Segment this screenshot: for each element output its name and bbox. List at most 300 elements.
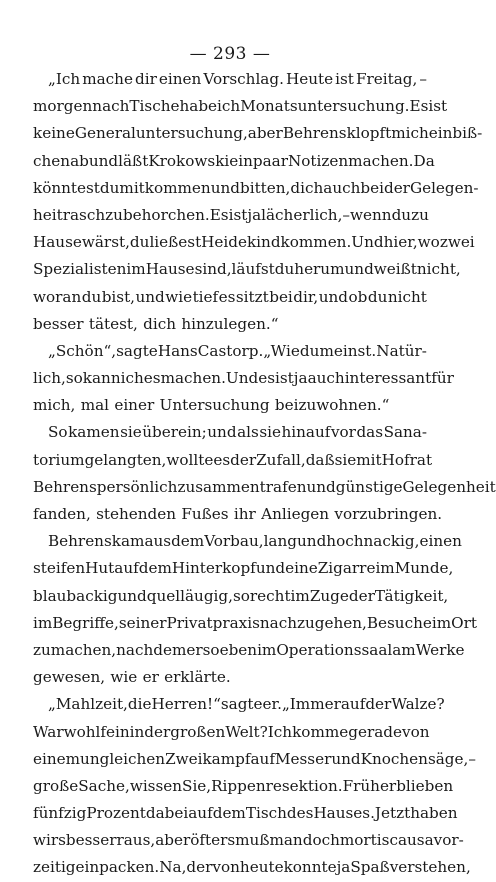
word: Und <box>225 369 259 388</box>
word: für <box>431 369 454 388</box>
word: von <box>401 722 430 741</box>
word: in <box>129 722 145 741</box>
word: Ich <box>267 722 293 741</box>
word: wo <box>417 233 440 252</box>
word: sie <box>259 423 281 442</box>
word: Herren!“ <box>151 695 221 714</box>
word: du <box>367 287 388 306</box>
text-line <box>33 120 483 147</box>
word: du <box>391 205 412 224</box>
text-line <box>33 392 427 419</box>
word: und <box>117 586 147 605</box>
word: das <box>356 423 384 442</box>
word: auch <box>323 178 361 197</box>
word: blieben <box>396 776 454 795</box>
word: und <box>344 260 374 279</box>
word: Sie, <box>182 776 212 795</box>
text-line <box>33 338 427 365</box>
word: – <box>468 749 476 768</box>
word: herum <box>294 260 345 279</box>
word: bei <box>360 178 384 197</box>
word: Natür- <box>376 341 427 360</box>
word: und <box>297 532 327 551</box>
word: ihr <box>233 505 256 523</box>
word: mache <box>82 70 133 88</box>
word: „Immer <box>281 695 341 714</box>
word: du <box>299 341 320 360</box>
word: aber <box>247 124 283 143</box>
text-line <box>33 284 427 311</box>
word: Es <box>209 205 229 224</box>
text-line <box>33 746 476 773</box>
word: sie <box>120 423 142 442</box>
word: biß- <box>452 124 483 143</box>
word: lich, <box>33 369 66 388</box>
word: der <box>186 858 213 877</box>
word: Heidekind <box>201 233 281 252</box>
word: wenn <box>350 205 392 224</box>
word: verstehen, <box>389 858 471 877</box>
word: Vorbau, <box>204 532 264 551</box>
word: Operationssaal <box>276 640 393 659</box>
word: Werke <box>415 640 465 659</box>
word: recht <box>249 586 291 605</box>
word: Hans <box>157 341 198 360</box>
word: Und <box>351 233 384 252</box>
word: konnte <box>283 858 337 877</box>
word: auf <box>250 749 275 768</box>
word: einpacken. <box>75 858 160 877</box>
word: stehenden <box>96 505 177 523</box>
text-line <box>33 555 454 582</box>
word: so <box>65 369 83 388</box>
word: dem <box>171 532 205 551</box>
word: sie <box>334 450 357 469</box>
word: Gelegenheit <box>402 477 496 496</box>
word: und <box>135 287 165 306</box>
word: sagte <box>116 341 158 360</box>
word: dem <box>138 559 172 578</box>
word: „Ich <box>48 70 81 88</box>
word: muß <box>235 831 270 850</box>
word: Behrens <box>33 477 97 496</box>
word: ein <box>229 151 253 170</box>
word: haben <box>410 804 458 823</box>
text-line <box>33 447 433 474</box>
word: doch <box>302 831 340 850</box>
word: du <box>99 178 120 197</box>
word: dir <box>135 70 157 88</box>
word: paar <box>252 151 288 170</box>
word: morgen <box>33 97 93 116</box>
text-line <box>33 202 427 229</box>
word: günstige <box>335 477 403 496</box>
word: und <box>318 287 349 306</box>
word: von <box>212 858 240 877</box>
text-line <box>33 773 454 800</box>
word: „Schön“, <box>48 341 117 360</box>
word: weißt <box>373 260 417 279</box>
text-line <box>33 583 449 610</box>
word: erklärte. <box>164 668 231 687</box>
word: kann <box>82 369 121 388</box>
word: dich <box>143 314 177 333</box>
word: und <box>210 178 240 197</box>
word: soeben <box>202 640 258 659</box>
word: ließest <box>149 233 202 252</box>
word: Rippenresektion. <box>211 776 343 795</box>
word: Früher <box>342 776 397 795</box>
text-line <box>33 800 458 827</box>
word: aber <box>155 831 191 850</box>
word: Zuge <box>309 586 349 605</box>
word: ungleichen <box>80 749 166 768</box>
word: ist <box>228 205 248 224</box>
word: des <box>286 804 314 823</box>
text-line <box>33 175 479 202</box>
word: vorzubringen. <box>334 505 443 523</box>
word: ich <box>217 97 241 116</box>
word: Tätigkeit, <box>374 586 449 605</box>
word: hier, <box>383 233 418 252</box>
word: fein <box>100 722 130 741</box>
word: nach <box>92 97 130 116</box>
word: er <box>142 668 159 687</box>
word: der <box>365 695 392 714</box>
word: der <box>348 586 375 605</box>
word: Untersuchung <box>159 396 270 415</box>
word: wärst, <box>81 233 130 252</box>
word: nicht, <box>416 260 461 279</box>
word: mich <box>391 124 429 143</box>
text-line <box>33 610 477 637</box>
text-line <box>33 419 427 446</box>
word: steifen <box>33 559 86 578</box>
word: bist, <box>101 287 136 306</box>
word: Besuche <box>366 613 432 632</box>
word: Begriffe, <box>52 613 119 632</box>
word: Messer <box>274 749 332 768</box>
word: daß <box>305 450 335 469</box>
word: interessant <box>344 369 432 388</box>
word: öfters <box>190 831 236 850</box>
text-line <box>33 854 471 881</box>
word: mortis <box>339 831 390 850</box>
word: sind, <box>194 260 232 279</box>
word: auf <box>340 695 366 714</box>
word: zu <box>411 205 429 224</box>
word: du <box>81 287 102 306</box>
text-line <box>33 827 464 854</box>
word: Behrens <box>282 124 347 143</box>
word: einem <box>33 749 81 768</box>
word: es <box>258 369 276 388</box>
word: Fußes <box>181 505 229 523</box>
word: heit <box>33 205 63 224</box>
word: gerade <box>348 722 402 741</box>
word: gelangten, <box>84 450 167 469</box>
word: Vorschlag. <box>203 70 284 88</box>
word: so <box>232 586 250 605</box>
word: Freitag, <box>355 70 418 88</box>
text-line <box>33 691 445 718</box>
word: als <box>237 423 259 442</box>
word: Notizen <box>288 151 349 170</box>
word: und <box>88 151 119 170</box>
word: – <box>342 205 351 224</box>
text-line <box>33 719 430 746</box>
word: Anliegen <box>261 505 330 523</box>
word: Gelegen- <box>409 178 479 197</box>
word: Sana- <box>383 423 427 442</box>
word: Ort <box>451 613 477 632</box>
text-line <box>33 365 454 392</box>
word: chen <box>33 151 71 170</box>
word: mal <box>80 396 110 415</box>
word: einen <box>419 532 462 551</box>
word: quelläugig, <box>146 586 233 605</box>
page-number: — 293 — <box>189 44 271 64</box>
word: Tische <box>129 97 180 116</box>
word: – <box>419 70 427 88</box>
word: auf <box>188 804 213 823</box>
word: gewesen, <box>33 668 106 687</box>
word: Prozent <box>86 804 146 823</box>
word: ist <box>335 70 354 88</box>
word: die <box>127 695 152 714</box>
word: und <box>306 477 336 496</box>
word: einer <box>114 396 155 415</box>
word: auch <box>307 369 345 388</box>
word: zu <box>33 640 51 659</box>
word: läufst <box>231 260 275 279</box>
word: Generaluntersuchung, <box>74 124 248 143</box>
word: Es <box>409 97 429 116</box>
word: machen. <box>348 151 414 170</box>
word: auf <box>114 559 139 578</box>
word: und <box>331 749 361 768</box>
word: mitkommen <box>119 178 211 197</box>
word: du <box>129 233 150 252</box>
word: du <box>274 260 295 279</box>
word: Hofrat <box>381 450 433 469</box>
word: wollte <box>166 450 214 469</box>
text-line <box>33 311 427 338</box>
word: ich <box>120 369 144 388</box>
word: Sache, <box>78 776 130 795</box>
word: Castorp. <box>197 341 264 360</box>
word: hinauf <box>281 423 331 442</box>
word: im <box>290 586 310 605</box>
word: er. <box>262 695 282 714</box>
word: Spaß <box>350 858 390 877</box>
word: Munde, <box>394 559 454 578</box>
word: zwei <box>439 233 475 252</box>
word: dabei <box>145 804 189 823</box>
word: wohl <box>63 722 101 741</box>
word: tief <box>192 287 219 306</box>
word: bitten, <box>240 178 291 197</box>
text-line <box>33 637 465 664</box>
word: lang <box>263 532 297 551</box>
word: wie <box>110 668 138 687</box>
word: einen <box>158 70 202 88</box>
word: und <box>255 559 286 578</box>
word: Jetzt <box>374 804 411 823</box>
word: fanden, <box>33 505 91 523</box>
word: Zufall, <box>256 450 306 469</box>
word: causa <box>389 831 434 850</box>
word: persönlich <box>96 477 178 496</box>
word: es <box>143 369 161 388</box>
word: rasch <box>62 205 106 224</box>
word: zu <box>105 205 123 224</box>
word: So <box>48 423 68 442</box>
word: Welt? <box>225 722 268 741</box>
text-line <box>33 528 462 555</box>
word: er <box>186 640 203 659</box>
word: nicht <box>387 287 427 306</box>
word: War <box>33 722 64 741</box>
word: behorchen. <box>122 205 210 224</box>
word: ein <box>428 124 453 143</box>
word: der <box>230 450 257 469</box>
word: Hauses. <box>313 804 375 823</box>
word: Privatpraxis <box>166 613 260 632</box>
word: der <box>144 722 171 741</box>
word: im <box>33 613 53 632</box>
word: wirs <box>33 831 66 850</box>
word: dich <box>290 178 324 197</box>
word: beizuwohnen.“ <box>274 396 390 415</box>
word: besser <box>33 314 84 333</box>
word: aus <box>144 532 172 551</box>
word: ist <box>275 369 294 388</box>
text-line <box>33 256 461 283</box>
word: ja <box>247 205 262 224</box>
word: es <box>218 287 236 306</box>
text-line <box>33 474 496 501</box>
word: tätest, <box>88 314 138 333</box>
word: dem <box>212 804 246 823</box>
word: läßt <box>118 151 149 170</box>
word: großen <box>170 722 226 741</box>
word: bei <box>269 287 293 306</box>
word: kam <box>111 532 145 551</box>
word: eine <box>285 559 318 578</box>
word: hochnackig, <box>326 532 420 551</box>
word: große <box>33 776 79 795</box>
body-text <box>33 66 496 882</box>
word: es <box>213 450 231 469</box>
word: zeitig <box>33 858 76 877</box>
word: Zweikampf <box>165 749 251 768</box>
word: vor- <box>433 831 464 850</box>
word: ja <box>293 369 308 388</box>
word: Da <box>413 151 435 170</box>
word: überein; <box>142 423 207 442</box>
word: Spezialisten <box>33 260 127 279</box>
word: Krokowski <box>148 151 230 170</box>
word: sagte <box>220 695 263 714</box>
word: heute <box>239 858 284 877</box>
word: man <box>269 831 303 850</box>
word: Hinterkopf <box>171 559 256 578</box>
word: nachdem <box>116 640 187 659</box>
word: im <box>375 559 395 578</box>
word: Monatsuntersuchung. <box>240 97 410 116</box>
word: mit <box>356 450 382 469</box>
word: Hause <box>145 260 195 279</box>
word: machen. <box>160 369 226 388</box>
word: zusammentrafen <box>177 477 307 496</box>
word: Hut <box>85 559 115 578</box>
word: klopft <box>346 124 392 143</box>
word: Knochensäge, <box>360 749 469 768</box>
word: mich, <box>33 396 76 415</box>
word: und <box>207 423 237 442</box>
text-line <box>33 229 475 256</box>
word: Na, <box>159 858 187 877</box>
word: meinst. <box>319 341 377 360</box>
word: im <box>126 260 146 279</box>
word: dir, <box>293 287 319 306</box>
word: wissen <box>129 776 183 795</box>
word: kamen <box>68 423 120 442</box>
word: ist <box>428 97 448 116</box>
word: ab <box>70 151 89 170</box>
word: sitzt <box>235 287 269 306</box>
word: ja <box>336 858 351 877</box>
word: fünfzig <box>33 804 87 823</box>
word: wie <box>165 287 193 306</box>
word: keine <box>33 124 75 143</box>
word: komme <box>292 722 349 741</box>
text-line <box>33 664 427 691</box>
text-line <box>33 148 435 175</box>
word: seiner <box>118 613 167 632</box>
word: besser <box>65 831 117 850</box>
word: torium <box>33 450 85 469</box>
word: im <box>431 613 452 632</box>
word: Zigarre <box>317 559 376 578</box>
word: ob <box>348 287 368 306</box>
word: kommen. <box>280 233 352 252</box>
text-line <box>33 501 443 528</box>
word: lächerlich, <box>261 205 343 224</box>
word: Tisch <box>245 804 287 823</box>
word: Heute <box>285 70 334 88</box>
word: woran <box>33 287 82 306</box>
word: im <box>257 640 277 659</box>
word: könntest <box>33 178 100 197</box>
word: vor <box>330 423 356 442</box>
word: „Mahlzeit, <box>48 695 128 714</box>
word: hinzulegen.“ <box>181 314 279 333</box>
text-line <box>33 93 448 120</box>
word: machen, <box>50 640 117 659</box>
word: der <box>383 178 410 197</box>
word: am <box>392 640 416 659</box>
word: raus, <box>116 831 156 850</box>
word: habe <box>179 97 218 116</box>
word: Behrens <box>48 532 112 551</box>
word: Walze? <box>391 695 445 714</box>
word: nachzugehen, <box>259 613 367 632</box>
word: blaubackig <box>33 586 118 605</box>
word: Hause <box>33 233 82 252</box>
word: „Wie <box>263 341 300 360</box>
